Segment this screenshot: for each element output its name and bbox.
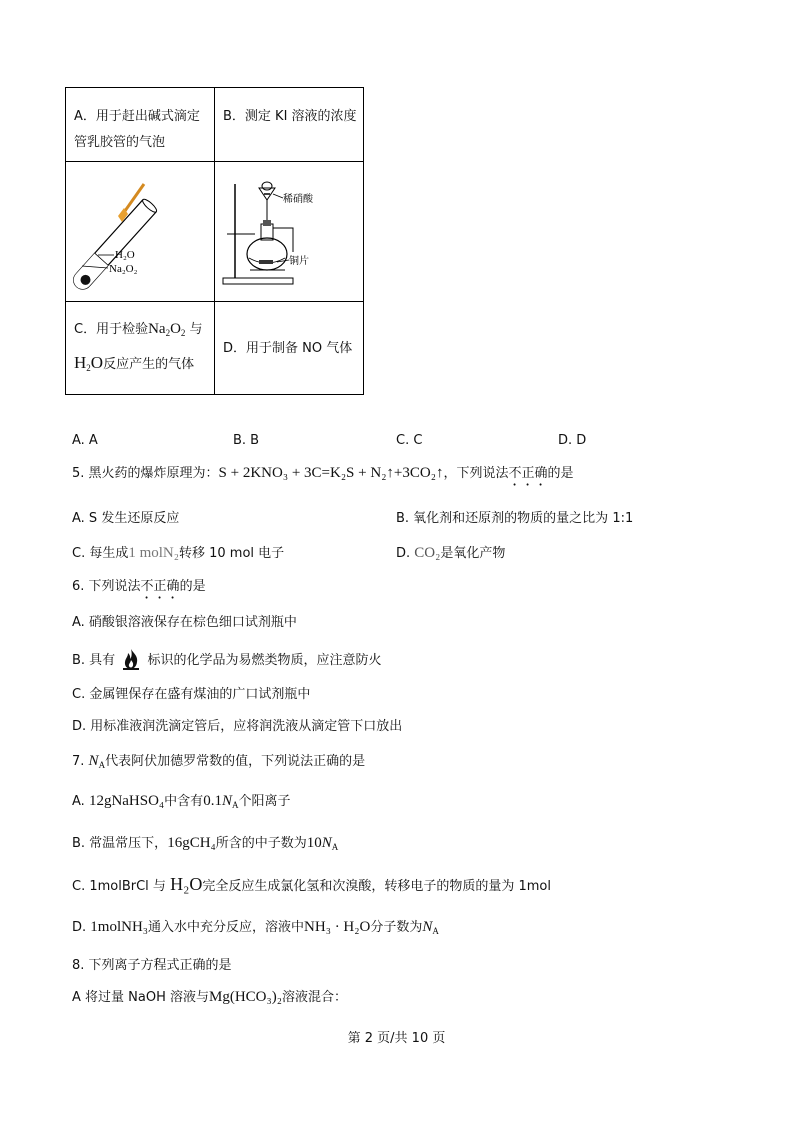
apparatus-table: [65, 87, 364, 395]
q4-option-c: C. C: [396, 433, 423, 448]
q4-option-a: A. A: [72, 433, 98, 448]
page-footer: 第 2 页/共 10 页: [347, 1031, 446, 1046]
q5-option-b: B. 氧化剂和还原剂的物质的量之比为 1:1: [396, 511, 634, 526]
q4-option-d: D. D: [558, 433, 587, 448]
label-copper: 铜片: [289, 256, 309, 267]
option-a-label: A．用于赶出碱式滴定管乳胶管的气泡: [74, 109, 200, 150]
q7-option-d: D. 1molNH₃通入水中充分反应，溶液中NH₃ · H₂O分子数为$N_A$: [72, 919, 439, 936]
q7-stem: 7. $N_A$代表阿伏加德罗常数的值，下列说法正确的是: [72, 753, 366, 770]
q8-stem: 8. 下列离子方程式正确的是: [72, 958, 232, 973]
q4-option-b: B. B: [233, 433, 260, 448]
flammable-hazard-icon: [119, 647, 143, 671]
q6-stem: 6. 下列说法不正确的是: [72, 579, 206, 594]
cell-b-figure: [215, 162, 364, 302]
q5-equation: S + 2KNO₃ + 3C=K₂S + N₂↑+3CO₂↑: [218, 465, 444, 481]
q6-option-a: A. 硝酸银溶液保存在棕色细口试剂瓶中: [72, 615, 297, 630]
label-h2o: H₂O: [115, 249, 135, 261]
q8-option-a: A 将过量 NaOH 溶液与Mg(HCO₃)₂溶液混合：: [72, 989, 347, 1005]
q7-option-c: C. 1molBrCl 与 H₂O完全反应生成氯化氢和次溴酸，转移电子的物质的量为 1mol: [72, 874, 551, 894]
q5-option-a: A. S 发生还原反应: [72, 511, 180, 526]
cell-d-text: [215, 302, 364, 395]
cell-a-text: [66, 88, 215, 162]
q6-option-c: C. 金属锂保存在盛有煤油的广口试剂瓶中: [72, 687, 311, 702]
label-dilute-nitric-acid: 稀硝酸: [283, 194, 313, 205]
q7-option-b: B. 常温常压下，16gCH₄所含的中子数为$10N_A$: [72, 835, 339, 852]
q5-stem: 5. 黑火药的爆炸原理为：S + 2KNO₃ + 3C=K₂S + N₂↑+3CO₂↑，下列说法不正确的是: [72, 465, 574, 481]
cell-a-figure: [66, 162, 215, 302]
q5-option-c: C. 每生成1 molN₂转移 10 mol 电子: [72, 545, 285, 561]
cell-c-text: [66, 302, 215, 395]
option-b-label: B．测定 KI 溶液的浓度: [223, 109, 357, 124]
no-generator-figure: [215, 162, 363, 297]
q6-option-d: D. 用标准液润洗滴定管后，应将润洗液从滴定管下口放出: [72, 719, 403, 734]
option-d-label: D．用于制备 NO 气体: [223, 341, 353, 356]
q5-option-d: D. CO₂是氧化产物: [396, 545, 506, 561]
label-na2o2: Na₂O₂: [109, 263, 138, 275]
cell-b-text: [215, 88, 364, 162]
q7-option-a: A. 12gNaHSO₄中含有$0.1N_A$个阳离子: [72, 793, 291, 810]
test-tube-figure: [66, 162, 214, 297]
option-c-label: C．用于检验$Na_2O_2$ 与 $H_2O$反应产生的气体: [74, 321, 203, 373]
q6-option-b: B. 具有 标识的化学品为易燃类物质，应注意防火: [72, 647, 381, 671]
